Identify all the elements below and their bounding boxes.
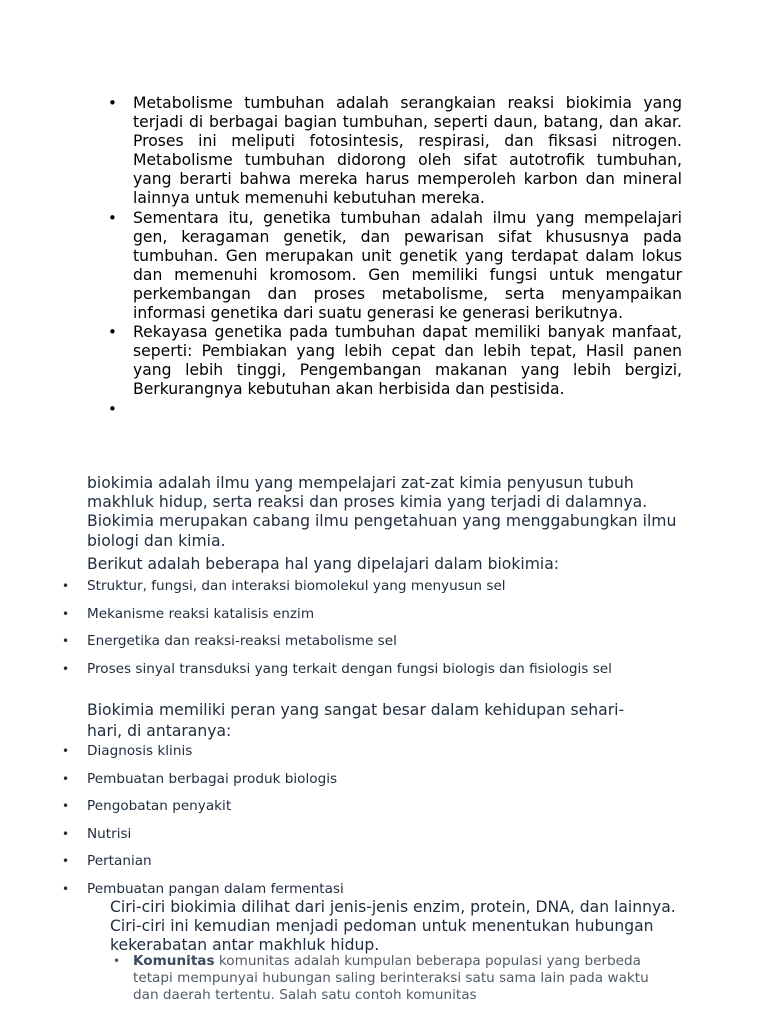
bullet-icon: • (62, 744, 70, 758)
bullet-icon: • (108, 94, 117, 112)
bullet-icon: • (62, 771, 70, 786)
bullet-icon: • (108, 323, 117, 342)
list-item-empty (108, 399, 682, 419)
peran-list (62, 742, 687, 899)
list-item (108, 323, 682, 399)
bullet-icon: • (62, 634, 70, 648)
dipelajari-list (62, 577, 687, 679)
list-item-text: Rekayasa genetika pada tumbuhan dapat memiliki banyak manfaat, seperti: Pembiakan yang lebih cepat dan lebih tepat, Hasil panen yang lebih tinggi, Pengembangan makanan yang lebih bergizi, Berkurangnya kebutuhan akan herbisida dan pestisida. (133, 323, 682, 399)
list-item (113, 953, 673, 1004)
peran-heading: Biokimia memiliki peran yang sangat besar dalam kehidupan sehari-hari, di antaranya: (87, 701, 625, 740)
komunitas-list (113, 953, 673, 1004)
list-item: • Pertanian (87, 852, 687, 872)
list-item: • Mekanisme reaksi katalisis enzim (87, 605, 687, 625)
list-item: • Energetika dan reaksi-reaksi metabolisme sel (87, 632, 687, 652)
list-item: • Pembuatan pangan dalam fermentasi (87, 880, 687, 900)
list-item: • Nutrisi (87, 825, 687, 845)
komunitas-text: komunitas adalah kumpulan beberapa populasi yang berbeda tetapi mempunyai hubungan saling berinteraksi satu sama lain pada waktu dan daerah tertentu. Salah satu contoh komunitas (133, 953, 649, 1003)
bullet-icon: • (108, 399, 117, 418)
list-item: • Diagnosis klinis (87, 742, 687, 762)
bullet-icon: • (62, 881, 70, 896)
bullet-icon: • (62, 579, 70, 593)
dipelajari-heading: Berikut adalah beberapa hal yang dipelajari dalam biokimia: (87, 555, 560, 573)
bullet-icon: • (113, 954, 121, 968)
bullet-icon: • (62, 854, 70, 868)
komunitas-term: Komunitas (133, 953, 215, 969)
bullet-icon: • (62, 661, 70, 676)
list-item: • Pembuatan berbagai produk biologis (87, 770, 687, 790)
list-item (108, 94, 682, 209)
bullet-icon: • (62, 799, 70, 813)
list-item (108, 208, 682, 324)
list-item: • Proses sinyal transduksi yang terkait dengan fungsi biologis dan fisiologis sel (87, 660, 687, 680)
bullet-icon: • (62, 606, 70, 621)
ciri-paragraph: Ciri-ciri biokimia dilihat dari jenis-jenis enzim, protein, DNA, dan lainnya. Ciri-ciri ini kemudian menjadi pedoman untuk menentukan hubungan kekerabatan antar makhluk hidup. (110, 898, 676, 954)
bullet-icon: • (108, 208, 117, 227)
list-item-text: Sementara itu, genetika tumbuhan adalah ilmu yang mempelajari gen, keragaman genetik, dan pewarisan sifat khususnya pada tumbuhan. Gen merupakan unit genetik yang terdapat dalam lokus dan memenuhi kromosom. Gen memiliki fungsi untuk mengatur perkembangan dan proses metabolisme, serta menyampaikan informasi genetika dari suatu generasi ke generasi berikutnya. (133, 208, 682, 323)
list-item-text: Metabolisme tumbuhan adalah serangkaian reaksi biokimia yang terjadi di berbagai bagian tumbuhan, seperti daun, batang, dan akar. Proses ini meliputi fotosintesis, respirasi, dan fiksasi nitrogen. Metabolisme tumbuhan didorong oleh sifat autotrofik tumbuhan, yang berarti bahwa mereka harus memperoleh karbon dan mineral lainnya untuk memenuhi kebutuhan mereka. (133, 94, 682, 208)
bullet-icon: • (62, 826, 70, 841)
list-item: • Pengobatan penyakit (87, 797, 687, 817)
biokimia-intro: biokimia adalah ilmu yang mempelajari zat-zat kimia penyusun tubuh makhluk hidup, serta reaksi dan proses kimia yang terjadi di dalamnya. Biokimia merupakan cabang ilmu pengetahuan yang menggabungkan ilmu biologi dan kimia. (87, 474, 677, 550)
list-item: • Struktur, fungsi, dan interaksi biomolekul yang menyusun sel (87, 577, 687, 597)
top-bullet-list (108, 94, 682, 419)
